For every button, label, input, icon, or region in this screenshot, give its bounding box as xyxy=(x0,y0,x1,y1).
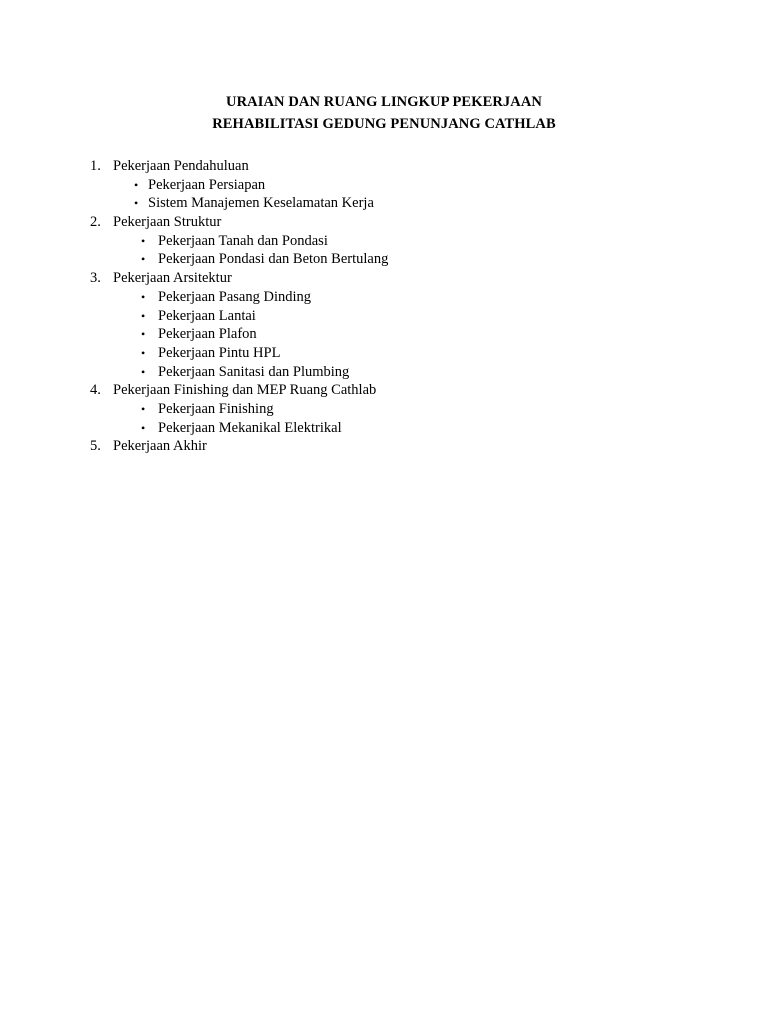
section-number: 3. xyxy=(90,270,101,287)
bullet-icon: • xyxy=(134,177,139,192)
list-item xyxy=(0,194,768,213)
section-5 xyxy=(0,437,768,456)
bullet-icon: • xyxy=(141,420,146,435)
section-number: 2. xyxy=(90,214,101,231)
list-item xyxy=(0,325,768,344)
section-3 xyxy=(0,269,768,381)
bullet-icon: • xyxy=(141,345,146,360)
bullet-icon: • xyxy=(141,308,146,323)
list-item-label: Pekerjaan Mekanikal Elektrikal xyxy=(158,419,342,436)
list-item xyxy=(0,363,768,382)
list-item xyxy=(0,288,768,307)
section-1-items xyxy=(0,176,768,213)
section-4 xyxy=(0,381,768,437)
section-number: 1. xyxy=(90,158,101,174)
bullet-icon: • xyxy=(141,252,146,267)
list-item-label: Pekerjaan Sanitasi dan Plumbing xyxy=(158,363,350,380)
section-label: Pekerjaan Pendahuluan xyxy=(113,158,249,174)
list-item xyxy=(0,307,768,326)
work-scope-outline xyxy=(0,157,768,456)
bullet-icon: • xyxy=(141,401,146,416)
bullet-icon: • xyxy=(141,364,146,379)
section-label: Pekerjaan Struktur xyxy=(113,214,222,231)
document-title-line-2: REHABILITASI GEDUNG PENUNJANG CATHLAB xyxy=(212,116,556,132)
list-item xyxy=(0,250,768,269)
section-3-items xyxy=(0,288,768,381)
list-item xyxy=(0,176,768,195)
list-item-label: Pekerjaan Lantai xyxy=(158,307,256,324)
list-item-label: Pekerjaan Plafon xyxy=(158,326,257,343)
list-item-label: Pekerjaan Finishing xyxy=(158,400,274,417)
list-item xyxy=(0,400,768,419)
list-item-label: Pekerjaan Pintu HPL xyxy=(158,344,281,361)
bullet-icon: • xyxy=(134,196,139,211)
list-item-label: Pekerjaan Persiapan xyxy=(148,176,266,193)
document-title-line-1: URAIAN DAN RUANG LINGKUP PEKERJAAN xyxy=(226,94,542,110)
section-2-items xyxy=(0,232,768,269)
bullet-icon: • xyxy=(141,289,146,304)
section-2 xyxy=(0,213,768,269)
list-item-label: Sistem Manajemen Keselamatan Kerja xyxy=(148,195,374,212)
section-label: Pekerjaan Akhir xyxy=(113,438,207,455)
list-item-label: Pekerjaan Pasang Dinding xyxy=(158,288,312,305)
bullet-icon: • xyxy=(141,327,146,342)
list-item xyxy=(0,419,768,438)
section-1 xyxy=(0,157,768,213)
section-label: Pekerjaan Arsitektur xyxy=(113,270,232,287)
section-number: 5. xyxy=(90,438,101,455)
bullet-icon: • xyxy=(141,233,146,248)
section-4-items xyxy=(0,400,768,437)
list-item-label: Pekerjaan Tanah dan Pondasi xyxy=(158,232,328,249)
list-item-label: Pekerjaan Pondasi dan Beton Bertulang xyxy=(158,251,389,268)
section-number: 4. xyxy=(90,382,101,399)
list-item xyxy=(0,232,768,251)
list-item xyxy=(0,344,768,363)
section-label: Pekerjaan Finishing dan MEP Ruang Cathlab xyxy=(113,382,377,399)
